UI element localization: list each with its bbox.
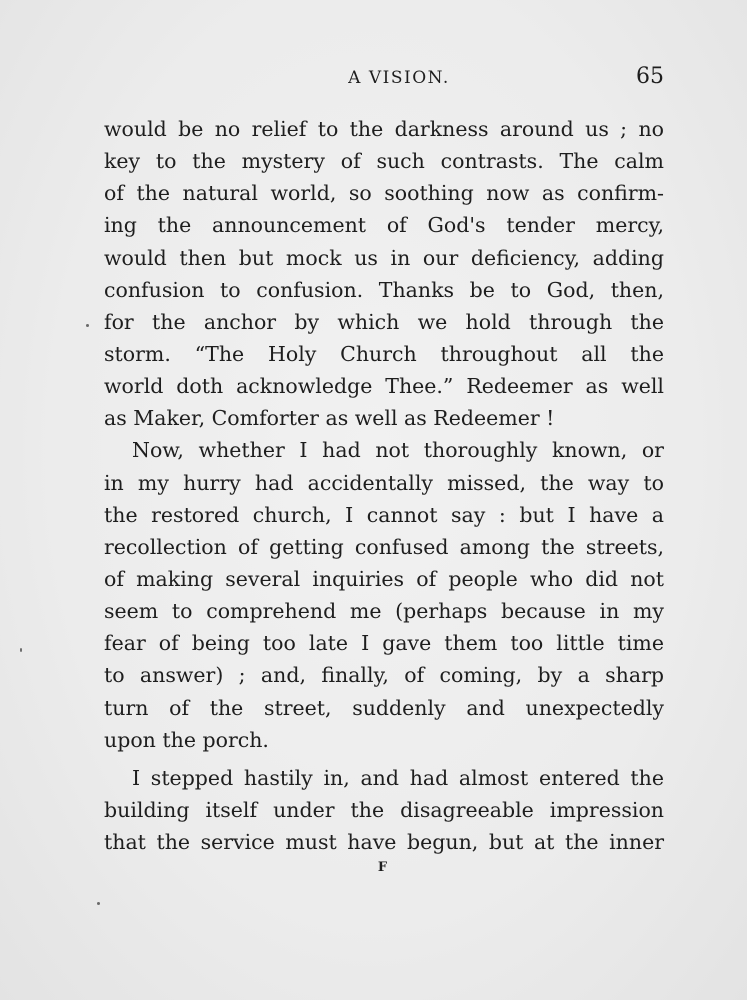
text-line: fear of being too late I gave them too little time <box>104 631 664 656</box>
text-line: Now, whether I had not thoroughly known, or <box>132 438 664 463</box>
text-line: ing the announcement of God's tender mercy, <box>104 213 664 238</box>
text-line: for the anchor by which we hold through the <box>104 309 664 334</box>
text-line: building itself under the disagreeable impression <box>104 797 664 822</box>
text-line: would be no relief to the darkness around us ; no <box>104 117 664 141</box>
page-number: 65 <box>636 64 664 89</box>
text-line: the restored church, I cannot say : but I have a <box>104 502 664 527</box>
text-line: of making several inquiries of people who did not <box>104 566 664 591</box>
text-line: in my hurry had accidentally missed, the way to <box>104 470 664 495</box>
text-line: seem to comprehend me (perhaps because in my <box>104 599 664 624</box>
paragraph-1 <box>104 113 664 434</box>
text-line: storm. “The Holy Church throughout all the <box>104 341 664 366</box>
text-line: turn of the street, suddenly and unexpectedly <box>104 695 664 720</box>
text-line: confusion to confusion. Thanks be to God, then, <box>104 277 664 302</box>
text-line: world doth acknowledge Thee.” Redeemer as well <box>104 374 664 399</box>
text-line: would then but mock us in our deficiency, adding <box>104 245 664 270</box>
running-title: A VISION. <box>348 68 450 88</box>
paragraph-2 <box>104 434 664 755</box>
text-line: that the service must have begun, but at the inner <box>104 830 664 855</box>
print-speck <box>86 324 89 327</box>
text-line: recollection of getting confused among the streets, <box>104 534 664 559</box>
text-line: key to the mystery of such contrasts. The calm <box>104 149 664 174</box>
text-line: as Maker, Comforter as well as Redeemer ! <box>104 406 555 431</box>
text-line: to answer) ; and, finally, of coming, by a sharp <box>104 663 664 688</box>
paragraph-3 <box>104 762 664 858</box>
text-line: upon the porch. <box>104 727 269 752</box>
signature-mark: F <box>377 860 388 875</box>
body-text <box>104 113 664 858</box>
print-speck <box>97 902 100 905</box>
text-line: of the natural world, so soothing now as confirm- <box>104 181 664 206</box>
text-line: I stepped hastily in, and had almost entered the <box>132 765 664 790</box>
running-head <box>104 64 664 94</box>
print-speck <box>20 648 22 652</box>
